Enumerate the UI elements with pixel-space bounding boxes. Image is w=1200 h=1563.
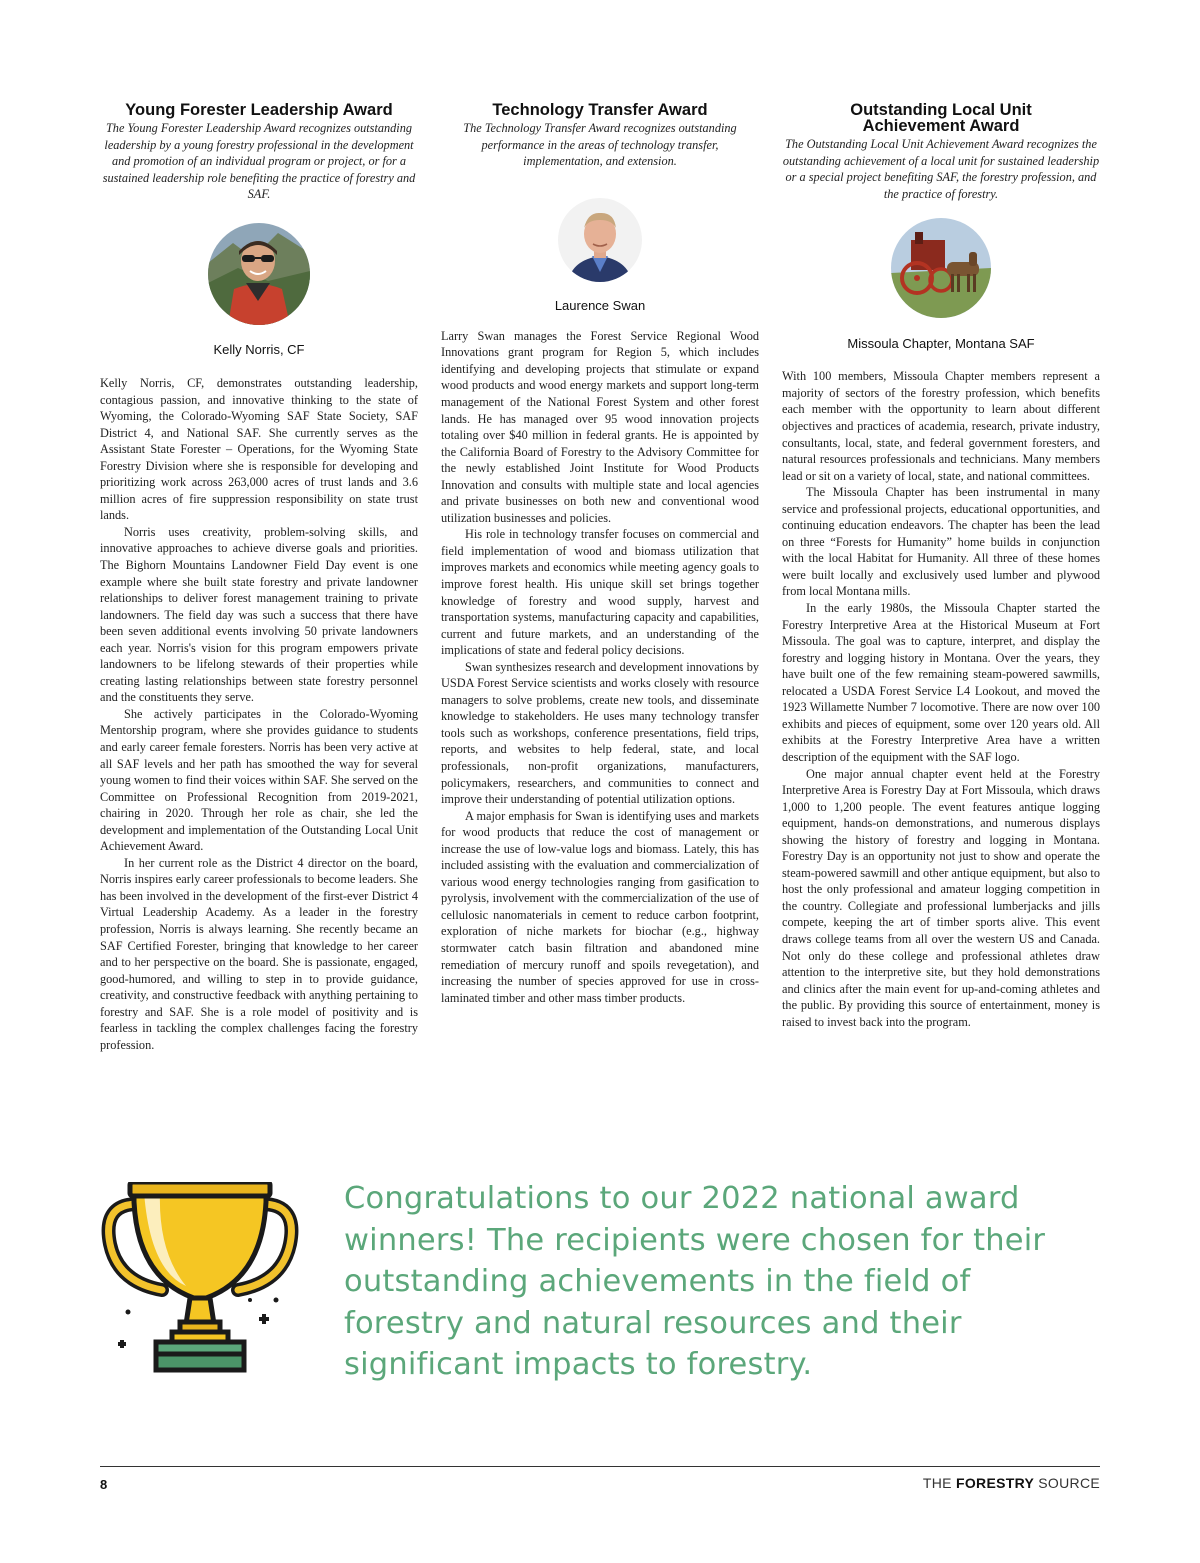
- award-young-forester: [100, 102, 418, 1053]
- award-body: [782, 368, 1100, 1030]
- body-paragraph: Norris uses creativity, problem-solving skills, and innovative approaches to achieve diverse goals and priorities. The Bighorn Mountains Landowner Field Day event is one example where she built state forestry and private landowner relationships to deliver forest management training to private landowners. The field day was such a success that there have been seven additional events involving 50 private landowners each year. Norris's vision for this program empowers private landowners to be lifelong stewards of their properties while creating lasting relationships between state forestry personnel and the constituents they serve.: [100, 524, 418, 705]
- winner-name: Kelly Norris, CF: [213, 341, 305, 357]
- body-paragraph: One major annual chapter event held at the Forestry Interpretive Area is Forestry Day at Fort Missoula, which draws 1,000 to 1,200 people. The event features antique logging equipment, hands-on demonstrations, and numerous displays showing the history of forestry and logging in Montana. Forestry Day is an opportunity not just to show and operate the steam-powered sawmill and other antique equipment, but also to host the only professional and amateur logging competition in the country. Collegiate and professional lumberjacks and jills compete, keeping the art of timber sports alive. This event draws college teams from all over the western US and Canada. Not only do these college and professional athletes draw attention to the interpretive site, but they hold demonstrations and clinics after the main event for up-and-coming athletes and the public. By providing this source of entertainment, money is raised to invest back into the program.: [782, 766, 1100, 1029]
- congratulations-banner: [0, 1175, 1200, 1395]
- award-local-unit: [782, 102, 1100, 1030]
- award-body: [100, 375, 418, 1053]
- magazine-title: [923, 1475, 1100, 1491]
- magazine-title-prefix: THE: [922, 1475, 956, 1491]
- winner-photo-missoula-chapter: [891, 218, 991, 318]
- winner-name: Missoula Chapter, Montana SAF: [847, 336, 1035, 352]
- award-title: Young Forester Leadership Award: [125, 101, 393, 119]
- winner-photo-laurence-swan: [558, 198, 642, 282]
- award-title: Outstanding Local Unit Achievement Award: [850, 101, 1032, 135]
- award-title: Technology Transfer Award: [492, 101, 708, 119]
- body-paragraph: His role in technology transfer focuses on commercial and field implementation of wood and biomass utilization that improves markets and economics while meeting agency goals to improve forest health. His unique skill set brings together knowledge of forestry and wood supply, harvest and transportation systems, manufacturing capacity and capabilities, current and future markets, and an understanding of the implications of state and federal policy decisions.: [441, 527, 759, 658]
- congratulations-message: Congratulations to our 2022 national award winners! The recipients were chosen for their outstanding achievements in the field of forestry and natural resources and their significant impacts to forestry.: [344, 1181, 1046, 1382]
- winner-name: Laurence Swan: [554, 297, 646, 313]
- body-paragraph: Larry Swan manages the Forest Service Regional Wood Innovations grant program for Region 5, which includes identifying and developing projects that stimulate or expand wood products and wood energy markets and support long-term management of the National Forest System and other forest lands. He has managed over 95 wood innovation projects totaling over $40 million in federal grants. He is appointed by the California Board of Forestry to the Advisory Committee for the newly established Joint Institute for Wood Products Innovation and consults with multiple state and local agencies and private businesses on both new and conventional wood utilization businesses and policies.: [441, 328, 759, 525]
- award-description: The Outstanding Local Unit Achievement Award recognizes the outstanding achievement of a local unit for sustained leadership or a special project benefiting SAF, the forestry profession, and the practice of forestry.: [782, 137, 1100, 201]
- page-number: 8: [100, 1477, 108, 1492]
- footer-divider: [100, 1466, 1100, 1467]
- body-paragraph: With 100 members, Missoula Chapter members represent a majority of sectors of the forestry profession, which benefits each member with the opportunity to learn about different objectives and practices of academia, research, private industry, consultants, local, state, and federal government foresters, and natural resources professionals and technicians. Many members lead or sit on a variety of local, state, and national committees.: [782, 369, 1100, 483]
- magazine-title-bold: FORESTRY: [956, 1475, 1035, 1491]
- body-paragraph: In the early 1980s, the Missoula Chapter started the Forestry Interpretive Area at the Historical Museum at Fort Missoula. The goal was to capture, interpret, and display the forestry and logging history in Montana. Over the years, they have built one of the few remaining steam-powered sawmills, relocated a USDA Forest Service L4 Lookout, and moved the 1923 Willamette Number 7 locomotive. There are now over 100 exhibits and pieces of equipment, some over 120 years old. All exhibits at the Forestry Interpretive Area have a written description of the equipment with the SAF logo.: [782, 601, 1100, 764]
- award-description: The Technology Transfer Award recognizes outstanding performance in the areas of technology transfer, implementation, and extension.: [463, 121, 737, 169]
- body-paragraph: Swan synthesizes research and development innovations by USDA Forest Service scientists and works closely with resource managers to solve problems, create new tools, and disseminate knowledge to stakeholders. He uses many technology transfer tools such as workshops, conference presentations, field trips, reports, and websites to help federal, state, and local professionals, non-profit organizations, manufacturers, policymakers, researchers, and communities to connect and improve their understanding of potential utilization options.: [441, 659, 759, 807]
- award-body: [441, 328, 759, 1006]
- magazine-title-suffix: SOURCE: [1034, 1475, 1100, 1491]
- award-description: The Young Forester Leadership Award recognizes outstanding leadership by a young forestry professional in the development and promotion of an individual program or project, or for a sustained leadership role benefiting the practice of forestry and SAF.: [102, 121, 416, 202]
- body-paragraph: A major emphasis for Swan is identifying uses and markets for wood products that reduce the cost of management or increase the use of low-value logs and biomass. Lately, this has included assisting with the evaluation and commercialization of various wood energy technologies ranging from gasification to pyrolysis, involvement with the commercialization of the use of cellulosic nanomaterials in cement to reduce carbon footprint, exploration of niche markets for biochar (e.g., highway stormwater catch basin filtration and abandoned mine remediation of mercury runoff and spoils revegetation), and increasing the number of species approved for use in cross-laminated timber and other mass timber products.: [441, 808, 759, 1005]
- trophy-icon: [100, 1182, 300, 1382]
- body-paragraph: She actively participates in the Colorado-Wyoming Mentorship program, where she provides guidance to students and early career female foresters. Norris has been very active at all SAF levels and her path has smoothed the way for several young women to find their voices within SAF. She served on the Committee on Professional Recognition from 2019-2021, chairing in 2020. Through her role as chair, she led the development and implementation of the Outstanding Local Unit Achievement Award.: [100, 706, 419, 854]
- body-paragraph: Kelly Norris, CF, demonstrates outstanding leadership, contagious passion, and innovative thinking to the state of Wyoming, the Colorado-Wyoming SAF State Society, SAF District 4, and National SAF. She currently serves as the Assistant State Forester – Operations, for the Wyoming State Forestry Division where she is responsible for developing and prioritizing work across 263,000 acres of trust lands and 3.6 million acres of fire suppression responsibility on state trust lands.: [100, 375, 418, 523]
- body-paragraph: The Missoula Chapter has been instrumental in many service and professional projects, educational opportunities, and continuing education endeavors. The chapter has been the lead on three “Forests for Humanity” home builds in conjunction with the local Habitat for Humanity. All three of these homes were built locally and exclusively used lumber and plywood from local Montana mills.: [782, 485, 1100, 599]
- body-paragraph: In her current role as the District 4 director on the board, Norris inspires early career professionals to become leaders. She has been involved in the development of the first-ever District 4 Virtual Leadership Academy. As a leader in the forestry profession, Norris is always learning. She recently became an SAF Certified Forester, bringing that knowledge to her career and to her perspective on the board. She is passionate, engaged, good-humored, and willing to step in to provide guidance, creativity, and constructive feedback with anything pertaining to forestry and SAF. She is a role model of positivity and is fearless in tackling the complex challenges facing the forestry profession.: [100, 855, 418, 1052]
- award-technology-transfer: [441, 102, 759, 1006]
- winner-photo-kelly-norris: [208, 223, 310, 325]
